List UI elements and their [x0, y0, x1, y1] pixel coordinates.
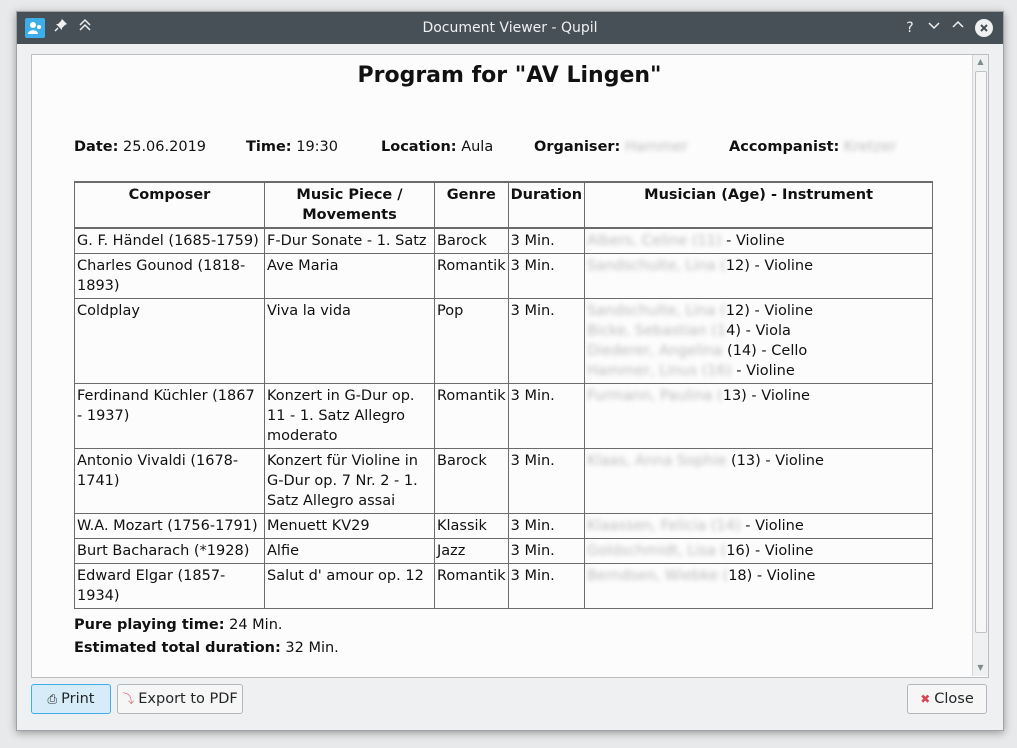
organiser-value: Hammer	[624, 139, 688, 155]
time-label: Time:	[246, 139, 292, 155]
genre-cell: Pop	[435, 299, 509, 384]
minimize-button[interactable]	[925, 18, 943, 38]
musician-entry	[587, 451, 930, 471]
duration-cell: 3 Min.	[508, 449, 584, 514]
musician-name: Hammer, Linus (16)	[587, 363, 732, 379]
musician-cell	[585, 384, 933, 449]
musician-cell	[585, 228, 933, 254]
close-button[interactable]	[907, 684, 987, 714]
musician-name: Bicke, Sebastian (1	[587, 323, 727, 339]
musician-entry	[587, 386, 930, 406]
musician-entry	[587, 301, 930, 321]
musician-name: Goldschmidt, Lisa (	[587, 543, 727, 559]
duration-cell: 3 Min.	[508, 564, 584, 609]
accompanist-field	[729, 139, 896, 155]
musician-entry	[587, 256, 930, 276]
composer-cell: Ferdinand Küchler (1867 - 1937)	[75, 384, 265, 449]
piece-cell: Salut d' amour op. 12	[265, 564, 435, 609]
musician-entry	[587, 541, 930, 561]
location-label: Location:	[381, 139, 457, 155]
musician-cell	[585, 514, 933, 539]
pure-time-label: Pure playing time:	[74, 617, 225, 633]
table-row	[75, 449, 933, 514]
composer-cell: W.A. Mozart (1756-1791)	[75, 514, 265, 539]
musician-name: Klaas, Anna Sophie	[587, 453, 727, 469]
organiser-label: Organiser:	[534, 139, 621, 155]
help-button[interactable]: ?	[906, 20, 914, 36]
musician-cell	[585, 254, 933, 299]
table-row	[75, 514, 933, 539]
pure-playing-time	[74, 617, 283, 633]
total-value: 32 Min.	[285, 640, 339, 656]
print-label: Print	[61, 691, 95, 707]
col-header-composer: Composer	[75, 182, 265, 228]
window-title: Document Viewer - Qupil	[422, 20, 598, 36]
table-row	[75, 299, 933, 384]
musician-instrument: (14) - Cello	[722, 343, 808, 359]
accompanist-value: Kretzer	[843, 139, 897, 155]
date-field	[74, 139, 206, 155]
composer-cell: G. F. Händel (1685-1759)	[75, 228, 265, 254]
genre-cell: Barock	[435, 449, 509, 514]
close-window-button[interactable]	[975, 19, 993, 37]
col-header-duration: Duration	[508, 182, 584, 228]
musician-entry	[587, 341, 930, 361]
composer-cell: Charles Gounod (1818-1893)	[75, 254, 265, 299]
scroll-thumb[interactable]	[975, 71, 987, 633]
musician-entry	[587, 361, 930, 381]
table-row	[75, 384, 933, 449]
time-value: 19:30	[296, 139, 339, 155]
scroll-up-icon[interactable]: ▲	[977, 57, 984, 66]
genre-cell: Romantik	[435, 564, 509, 609]
organiser-field	[534, 139, 688, 155]
musician-entry	[587, 231, 930, 251]
pure-time-value: 24 Min.	[229, 617, 283, 633]
musician-instrument: 16) - Violine	[726, 543, 814, 559]
genre-cell: Klassik	[435, 514, 509, 539]
musician-instrument: - Violine	[740, 518, 804, 534]
location-value: Aula	[461, 139, 494, 155]
export-label: Export to PDF	[138, 691, 238, 707]
piece-cell: Viva la vida	[265, 299, 435, 384]
composer-cell: Edward Elgar (1857-1934)	[75, 564, 265, 609]
musician-instrument: 12) - Violine	[725, 303, 814, 319]
musician-name: Furmann, Paulina (	[587, 388, 723, 404]
document-title: Program for "AV Lingen"	[357, 63, 662, 88]
musician-name: Albers, Celine (11)	[587, 233, 722, 249]
table-row	[75, 254, 933, 299]
program-table	[74, 181, 933, 609]
piece-cell: Alfie	[265, 539, 435, 564]
printer-icon: ⎙	[47, 692, 58, 706]
col-header-musician: Musician (Age) - Instrument	[585, 182, 933, 228]
musician-entry	[587, 516, 930, 536]
duration-cell: 3 Min.	[508, 539, 584, 564]
musician-instrument: 18) - Violine	[728, 568, 816, 584]
time-field	[246, 139, 338, 155]
piece-cell: Menuett KV29	[265, 514, 435, 539]
musician-instrument: 12) - Violine	[725, 258, 814, 274]
composer-cell: Antonio Vivaldi (1678-1741)	[75, 449, 265, 514]
piece-cell: Konzert für Violine in G-Dur op. 7 Nr. 2 - 1. Satz Allegro assai	[265, 449, 435, 514]
musician-instrument: - Violine	[731, 363, 795, 379]
musician-name: Sandschulte, Lina (	[587, 303, 726, 319]
document-viewer-window	[16, 11, 1004, 731]
program-table-body	[75, 228, 933, 609]
composer-cell: Coldplay	[75, 299, 265, 384]
date-label: Date:	[74, 139, 119, 155]
vertical-scrollbar[interactable]	[972, 55, 988, 676]
composer-cell: Burt Bacharach (*1928)	[75, 539, 265, 564]
genre-cell: Jazz	[435, 539, 509, 564]
accompanist-label: Accompanist:	[729, 139, 840, 155]
genre-cell: Romantik	[435, 254, 509, 299]
keep-above-icon[interactable]	[75, 18, 95, 38]
print-button[interactable]	[31, 684, 111, 714]
table-row	[75, 564, 933, 609]
piece-cell: Konzert in G-Dur op. 11 - 1. Satz Allegro moderato	[265, 384, 435, 449]
musician-cell	[585, 564, 933, 609]
musician-name: Diederer, Angelina	[587, 343, 723, 359]
musician-instrument: 13) - Violine	[722, 388, 810, 404]
col-header-piece: Music Piece / Movements	[265, 182, 435, 228]
piece-cell: F-Dur Sonate - 1. Satz	[265, 228, 435, 254]
export-pdf-button[interactable]	[117, 684, 243, 714]
maximize-button[interactable]	[949, 18, 967, 38]
table-header-row	[75, 182, 933, 228]
duration-cell: 3 Min.	[508, 384, 584, 449]
musician-cell	[585, 299, 933, 384]
title-bar[interactable]	[17, 12, 1003, 44]
pdf-icon: ⤵	[122, 692, 135, 706]
close-label: Close	[934, 691, 974, 707]
location-field	[381, 139, 493, 155]
total-label: Estimated total duration:	[74, 640, 281, 656]
musician-cell	[585, 449, 933, 514]
musician-name: Klaassen, Felicia (14)	[587, 518, 741, 534]
pin-icon[interactable]	[51, 18, 71, 38]
musician-instrument: - Violine	[721, 233, 785, 249]
duration-cell: 3 Min.	[508, 299, 584, 384]
genre-cell: Barock	[435, 228, 509, 254]
musician-instrument: 4) - Viola	[726, 323, 791, 339]
table-row	[75, 228, 933, 254]
close-circle-icon: ✖	[920, 692, 931, 706]
date-value: 25.06.2019	[123, 139, 207, 155]
duration-cell: 3 Min.	[508, 228, 584, 254]
table-row	[75, 539, 933, 564]
estimated-total-duration	[74, 640, 339, 656]
musician-cell	[585, 539, 933, 564]
duration-cell: 3 Min.	[508, 254, 584, 299]
scroll-down-icon[interactable]: ▼	[977, 663, 984, 672]
duration-cell: 3 Min.	[508, 514, 584, 539]
musician-entry	[587, 321, 930, 341]
app-icon[interactable]	[25, 18, 45, 38]
genre-cell: Romantik	[435, 384, 509, 449]
piece-cell: Ave Maria	[265, 254, 435, 299]
document-view[interactable]	[31, 54, 989, 678]
musician-name: Sandschulte, Lina (	[587, 258, 726, 274]
musician-entry	[587, 566, 930, 586]
col-header-genre: Genre	[435, 182, 509, 228]
musician-instrument: (13) - Violine	[726, 453, 824, 469]
musician-name: Berndsen, Wiebke (	[587, 568, 729, 584]
